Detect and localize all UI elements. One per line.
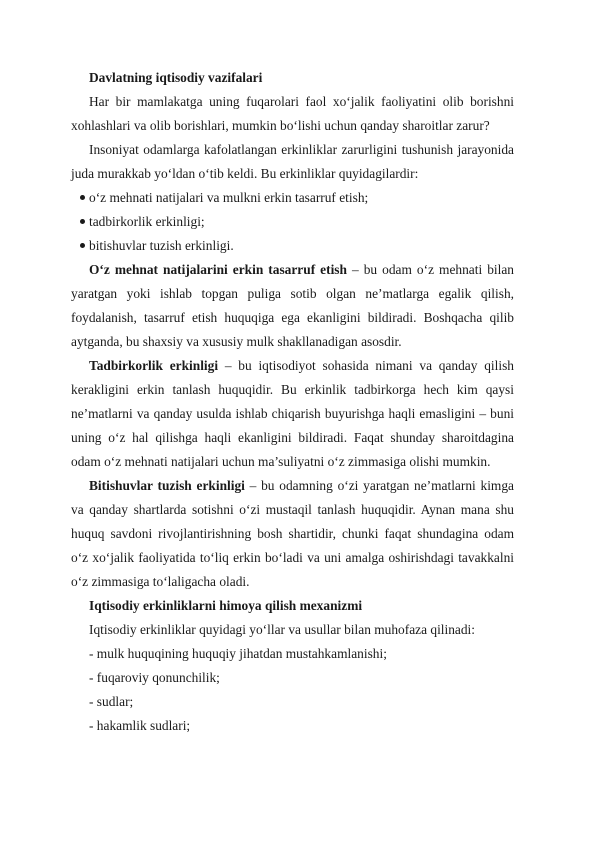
paragraph-line <box>71 546 514 570</box>
paragraph-text: ne’matlarni va qanday usulda ishlab chiqarish buyurishga haqli emasligini – buni <box>71 406 514 421</box>
paragraph-line <box>89 354 514 378</box>
bullet-item <box>80 234 514 258</box>
paragraph-line <box>71 162 514 186</box>
paragraph-line <box>71 426 514 450</box>
list-item-text: - hakamlik sudlari; <box>89 718 191 733</box>
paragraph-line <box>71 450 514 474</box>
list-item-text: - sudlar; <box>89 694 134 709</box>
term-text: Bitishuvlar tuzish erkinligi <box>89 478 245 493</box>
term-text: O‘z mehnat natijalarini erkin tasarruf etish <box>89 262 347 277</box>
paragraph-text: foydalanish, tasarruf etish huquqiga ega ekanligini bildiradi. Boshqacha qilib <box>71 310 514 325</box>
paragraph-line <box>71 330 514 354</box>
paragraph-line <box>89 618 514 642</box>
heading-text: Iqtisodiy erkinliklarni himoya qilish mexanizmi <box>89 598 363 613</box>
paragraph-text: – bu iqtisodiyot sohasida nimani va qanday qilish <box>218 358 514 373</box>
paragraph-text: xohlashlari va olib borishlari, mumkin bo‘lishi uchun qanday sharoitlar zarur? <box>71 118 490 133</box>
bullet-text: bitishuvlar tuzish erkinligi. <box>89 238 234 253</box>
paragraph-line <box>71 570 514 594</box>
paragraph-text: huquq savdoni rivojlantirishning bosh shartidir, chunki faqat shundagina odam <box>71 526 514 541</box>
bullet-item <box>80 186 514 210</box>
paragraph-text: – bu odamning o‘zi yaratgan ne’matlarni kimga <box>244 478 514 493</box>
paragraph-text: uning o‘z hal qilishga haqli ekanligini bildiradi. Faqat shunday sharoitdagina <box>71 430 514 445</box>
section-heading <box>89 66 514 90</box>
dash-list-item <box>89 690 514 714</box>
paragraph-text: Har bir mamlakatga uning fuqarolari faol xo‘jalik faoliyatini olib borishni <box>89 94 514 109</box>
dash-list-item <box>89 666 514 690</box>
heading-text: Davlatning iqtisodiy vazifalari <box>89 70 263 85</box>
paragraph-text: odam o‘z mehnati natijalari uchun ma’suliyatni o‘z zimmasiga olishi mumkin. <box>71 454 491 469</box>
term-text: Tadbirkorlik erkinligi <box>89 358 219 373</box>
paragraph-line <box>71 378 514 402</box>
paragraph-line <box>89 474 514 498</box>
paragraph-text: o‘z zimmasiga to‘laligacha oladi. <box>71 574 250 589</box>
paragraph-line <box>89 138 514 162</box>
paragraph-text: kerakligini erkin tanlash huquqidir. Bu erkinlik tadbirkorga hech kim qaysi <box>71 382 514 397</box>
bullet-icon <box>80 219 85 224</box>
section-heading <box>89 594 514 618</box>
paragraph-text: o‘z xo‘jalik faoliyatida to‘liq erkin bo‘ladi va uni amalga oshirishdagi tavakkalni <box>71 550 514 565</box>
paragraph-line <box>89 258 514 282</box>
list-item-text: - fuqaroviy qonunchilik; <box>89 670 220 685</box>
paragraph-line <box>71 402 514 426</box>
bullet-text: o‘z mehnati natijalari va mulkni erkin tasarruf etish; <box>89 190 369 205</box>
paragraph-line <box>71 306 514 330</box>
paragraph-text: juda murakkab yo‘ldan o‘tib keldi. Bu erkinliklar quyidagilardir: <box>71 166 419 181</box>
paragraph-text: Iqtisodiy erkinliklar quyidagi yo‘llar va usullar bilan muhofaza qilinadi: <box>89 622 476 637</box>
paragraph-text: yaratgan yoki ishlab topgan puliga sotib olgan ne’matlarga egalik qilish, <box>71 286 514 301</box>
document-body <box>71 66 514 738</box>
paragraph-text: – bu odam o‘z mehnati bilan <box>346 262 514 277</box>
paragraph-text: aytganda, bu shaxsiy va xususiy mulk shakllanadigan asosdir. <box>71 334 402 349</box>
paragraph-line <box>71 282 514 306</box>
bullet-text: tadbirkorlik erkinligi; <box>89 214 205 229</box>
paragraph-line <box>89 90 514 114</box>
bullet-icon <box>80 195 85 200</box>
paragraph-line <box>71 114 514 138</box>
dash-list-item <box>89 642 514 666</box>
list-item-text: - mulk huquqining huquqiy jihatdan mustahkamlanishi; <box>89 646 387 661</box>
bullet-item <box>80 210 514 234</box>
paragraph-line <box>71 498 514 522</box>
paragraph-text: Insoniyat odamlarga kafolatlangan erkinliklar zarurligini tushunish jarayonida <box>89 142 514 157</box>
dash-list-item <box>89 714 514 738</box>
paragraph-line <box>71 522 514 546</box>
paragraph-text: va qanday shartlarda sotishni o‘zi mustaqil tanlash huquqidir. Aynan mana shu <box>71 502 514 517</box>
bullet-icon <box>80 243 85 248</box>
